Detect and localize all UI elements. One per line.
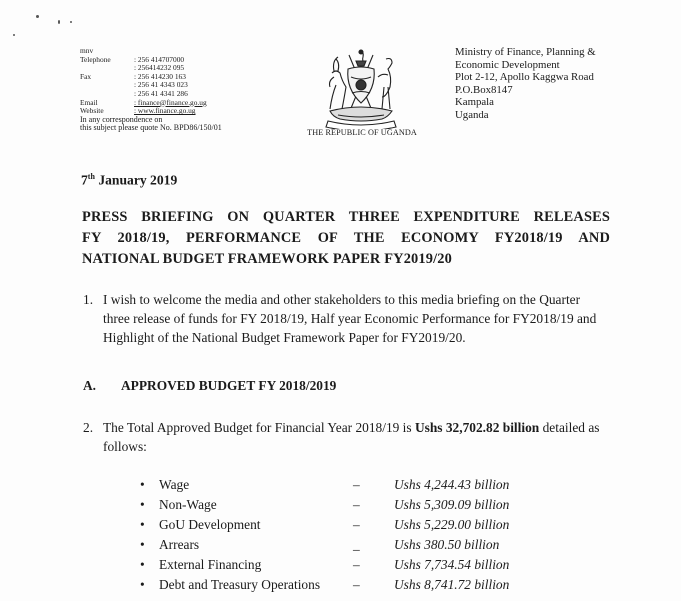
paragraph-text: I wish to welcome the media and other stakeholders to this media briefing on the Quarter three release of funds for FY 2018/19, Half year Economic Performance for FY2018/19 and Highlight of the National Budget Framework Paper for FY2019/20. [103,292,597,346]
address-line: P.O.Box8147 [455,83,513,96]
title-line: NATIONAL BUDGET FRAMEWORK PAPER FY2019/20 [82,251,452,267]
item-dash: – [353,517,360,532]
item-dash: _ [353,537,360,552]
item-name: Arrears [159,537,200,552]
scan-speck [36,15,39,18]
title-line: FY 2018/19, PERFORMANCE OF THE ECONOMY FY2018/19 AND [82,230,610,246]
republic-caption: THE REPUBLIC OF UGANDA [307,128,417,137]
bullet-icon: • [140,497,145,512]
contact-line: Fax : 256 414230 163 [80,71,186,81]
list-item [140,537,560,557]
item-name: External Financing [159,557,262,572]
coat-of-arms-icon [316,47,406,129]
bullet-icon: • [140,477,145,492]
letter-date: 7th January 2019 [81,172,178,188]
item-amount: Ushs 5,229.00 billion [394,517,510,532]
list-item [140,497,560,517]
item-dash: – [353,577,360,592]
email-line: Email : finance@finance.go.ug [80,97,207,107]
address-line: Economic Development [455,58,560,71]
contact-line: : 256 41 4341 286 [134,88,188,98]
paragraph-number: 1. [83,292,94,307]
address-line: Plot 2-12, Apollo Kaggwa Road [455,71,594,84]
address-line: Ministry of Finance, Planning & [455,46,596,58]
total-budget-amount: Ushs 32,702.82 billion [414,420,540,435]
contact-line: mnv [80,46,94,55]
item-amount: Ushs 380.50 billion [394,537,500,552]
item-dash: – [353,497,360,512]
ministry-address [455,46,596,122]
item-name: GoU Development [159,517,261,532]
paragraph-1 [83,290,603,348]
item-amount: Ushs 7,734.54 billion [394,557,510,572]
item-dash: – [353,557,360,572]
scan-speck [13,34,15,36]
contact-block [80,47,222,133]
scan-speck [58,20,60,24]
item-amount: Ushs 4,244.43 billion [394,477,510,492]
website-line: Website : www.finance.go.ug [80,106,196,116]
scan-speck [70,21,72,23]
section-title: APPROVED BUDGET FY 2018/2019 [121,378,337,393]
address-line: Uganda [455,108,489,121]
item-amount: Ushs 8,741.72 billion [394,577,510,592]
website-link[interactable]: : www.finance.go.ug [134,106,196,116]
paragraph-text: The Total Approved Budget for Financial Year 2018/19 is Ushs 32,702.82 billion detailed as follows: [103,420,600,455]
reference-number: this subject please quote No. BPD86/150/01 [80,123,222,133]
contact-line: : 256414232 095 [134,63,185,73]
list-item [140,557,560,577]
list-item [140,477,560,497]
list-item [140,577,560,597]
title-line: PRESS BRIEFING ON QUARTER THREE EXPENDITURE RELEASES [82,209,610,225]
email-link[interactable]: : finance@finance.go.ug [134,97,207,107]
item-name: Debt and Treasury Operations [159,577,321,592]
bullet-icon: • [140,577,145,592]
contact-line: : 256 41 4343 023 [134,80,188,90]
paragraph-2 [83,418,613,456]
item-amount: Ushs 5,309.09 billion [394,497,510,512]
list-item [140,517,560,537]
bullet-icon: • [140,557,145,572]
item-dash: – [353,477,360,492]
correspondence-note: In any correspondence on [80,114,163,124]
document-title [82,207,610,270]
section-letter: A. [83,378,97,393]
address-line: Kampala [455,96,494,109]
bullet-icon: • [140,537,145,552]
item-name: Non-Wage [159,497,217,512]
contact-line: Telephone : 256 414707000 [80,54,185,64]
paragraph-number: 2. [83,420,94,435]
bullet-icon: • [140,517,145,532]
item-name: Wage [159,477,190,492]
